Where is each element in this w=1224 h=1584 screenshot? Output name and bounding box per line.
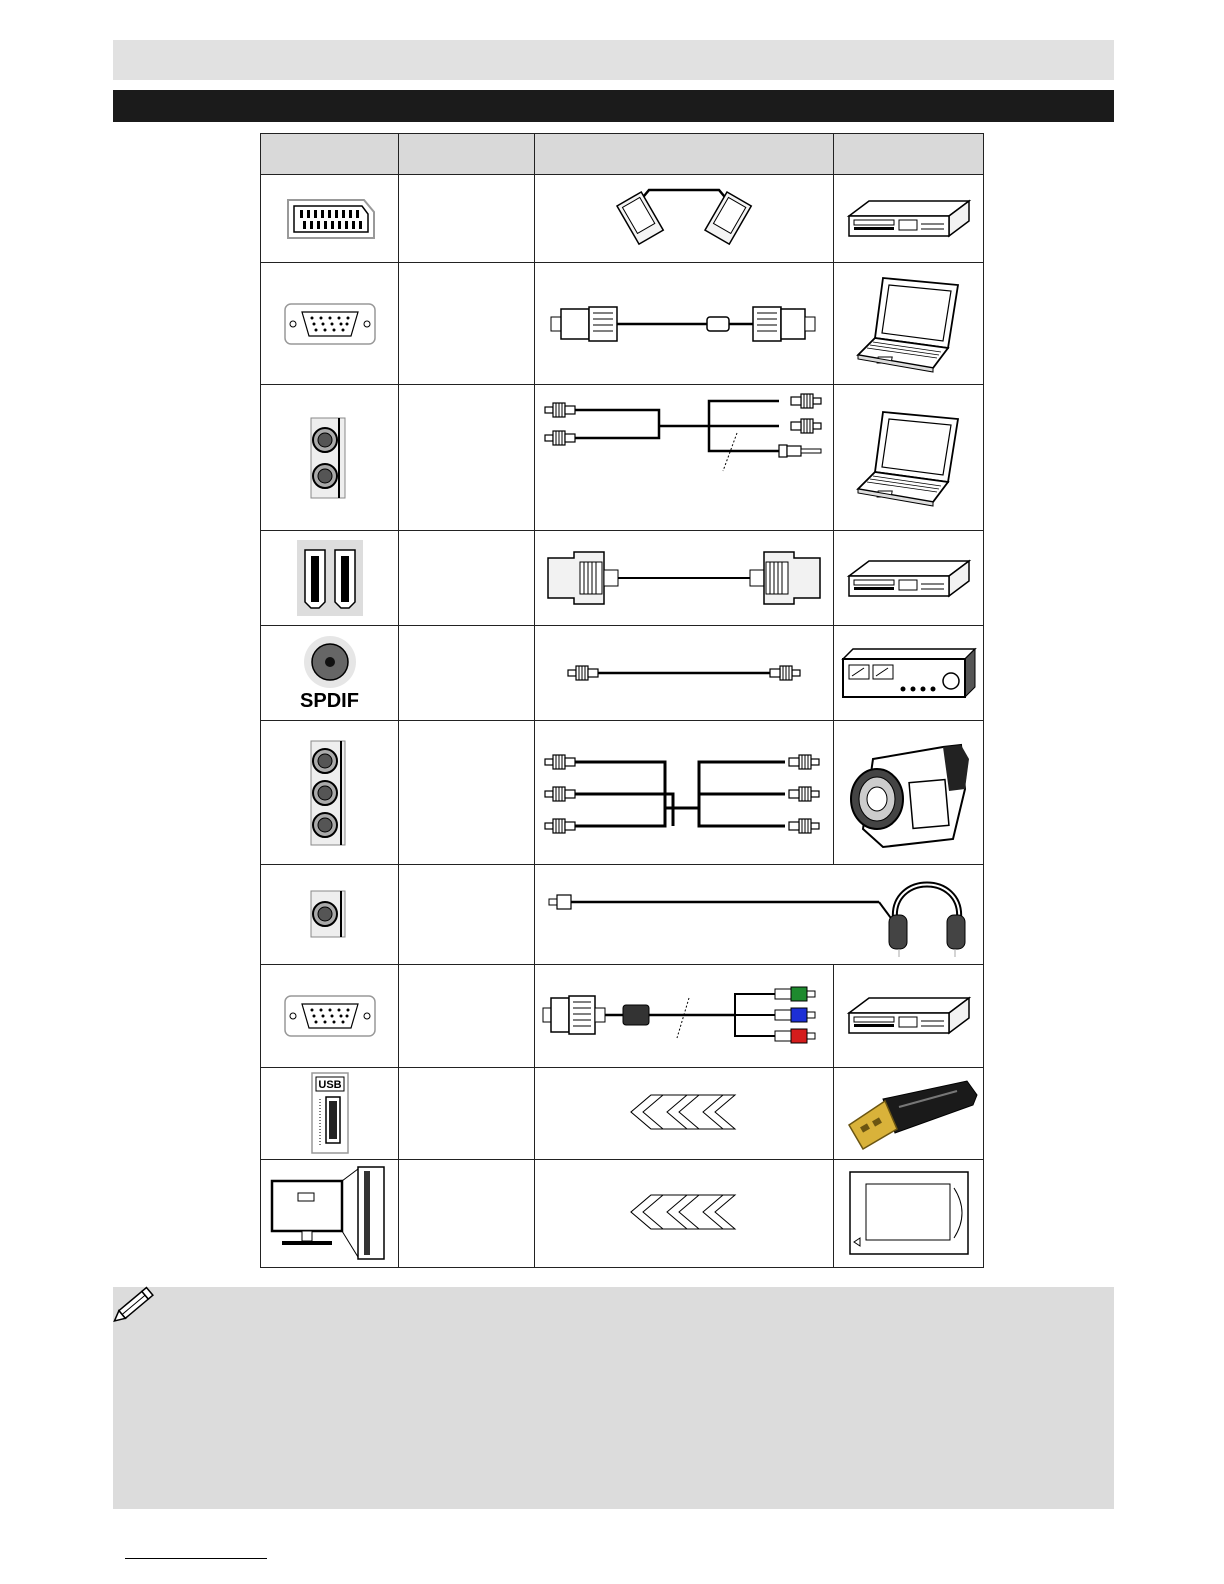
cable-cell	[535, 385, 834, 531]
camcorder-icon	[843, 729, 975, 857]
hdmi-cable-icon	[544, 548, 824, 608]
note-box	[113, 1287, 1114, 1509]
connector-type-cell	[399, 964, 535, 1067]
spdif-socket-icon	[300, 634, 360, 690]
av-cable-icon	[539, 748, 829, 838]
table-row	[261, 864, 984, 964]
cable-cell	[535, 263, 834, 385]
amplifier-icon	[839, 645, 979, 701]
dvd-recorder-icon	[839, 191, 979, 246]
connector-type-cell	[399, 263, 535, 385]
laptop-icon	[853, 407, 965, 509]
connector-cell	[261, 531, 399, 626]
table-row	[261, 263, 984, 385]
connector-type-cell	[399, 385, 535, 531]
footer-rule	[125, 1558, 267, 1559]
pencil-note-icon	[113, 1285, 157, 1325]
section-title-bar	[113, 90, 1114, 122]
cable-cell	[535, 721, 834, 864]
ci-slot-icon	[268, 1165, 392, 1261]
connector-cell	[261, 626, 399, 721]
scart-socket-icon	[280, 194, 380, 244]
hdmi-socket-icon	[295, 538, 365, 618]
connector-cell	[261, 1067, 399, 1159]
table-header-row	[261, 134, 984, 175]
headphone-cable-icon	[539, 869, 979, 959]
device-cell	[834, 385, 984, 531]
table-row	[261, 1067, 984, 1159]
audio-rca-socket-icon	[305, 416, 355, 500]
laptop-icon	[853, 273, 965, 375]
cable-cell	[535, 864, 984, 964]
cable-cell	[535, 626, 834, 721]
device-cell	[834, 1159, 984, 1267]
connector-cell	[261, 721, 399, 864]
usb-stick-icon	[839, 1073, 979, 1153]
header-connector	[261, 134, 399, 175]
dvd-player-icon	[839, 988, 979, 1043]
cable-cell	[535, 1067, 834, 1159]
cable-cell	[535, 964, 834, 1067]
connector-cell	[261, 964, 399, 1067]
connector-cell	[261, 175, 399, 263]
vga-cable-icon	[549, 299, 819, 349]
device-cell	[834, 964, 984, 1067]
connector-type-cell	[399, 626, 535, 721]
table-row	[261, 531, 984, 626]
header-type	[399, 134, 535, 175]
header-cables	[535, 134, 834, 175]
coaxial-cable-icon	[554, 658, 814, 688]
connector-cell	[261, 1159, 399, 1267]
spdif-label: SPDIF	[300, 689, 359, 712]
connector-cell	[261, 385, 399, 531]
table-row	[261, 1159, 984, 1267]
connector-cell	[261, 864, 399, 964]
av-socket-icon	[305, 739, 355, 847]
insert-arrows-icon	[619, 1193, 749, 1233]
usb-port-icon	[300, 1071, 360, 1155]
connector-type-cell	[399, 721, 535, 864]
device-cell	[834, 626, 984, 721]
cable-cell	[535, 531, 834, 626]
connector-type-cell	[399, 531, 535, 626]
cable-cell	[535, 1159, 834, 1267]
insert-arrows-icon	[619, 1093, 749, 1133]
device-cell	[834, 263, 984, 385]
headphones-icon	[889, 885, 965, 958]
vga-socket-icon	[283, 302, 377, 346]
device-cell	[834, 1067, 984, 1159]
ypbpr-vga-socket-icon	[283, 994, 377, 1038]
table-row	[261, 964, 984, 1067]
scart-cable-icon	[599, 186, 769, 252]
usb-label: USB	[317, 1079, 342, 1092]
header-device	[834, 134, 984, 175]
connections-table	[260, 133, 984, 1268]
table-row	[261, 385, 984, 531]
dvd-recorder-icon	[839, 551, 979, 606]
device-cell	[834, 531, 984, 626]
headphone-socket-icon	[305, 889, 355, 939]
cam-module-icon	[846, 1168, 972, 1258]
connector-type-cell	[399, 175, 535, 263]
connector-type-cell	[399, 1159, 535, 1267]
ypbpr-cable-icon	[539, 986, 829, 1046]
connector-type-cell	[399, 1067, 535, 1159]
connector-cell	[261, 263, 399, 385]
device-cell	[834, 175, 984, 263]
cable-cell	[535, 175, 834, 263]
table-row	[261, 175, 984, 263]
header-band	[113, 40, 1114, 80]
table-row	[261, 721, 984, 864]
connector-type-cell	[399, 864, 535, 964]
table-row	[261, 626, 984, 721]
device-cell	[834, 721, 984, 864]
pc-audio-cable-icon	[539, 393, 829, 473]
